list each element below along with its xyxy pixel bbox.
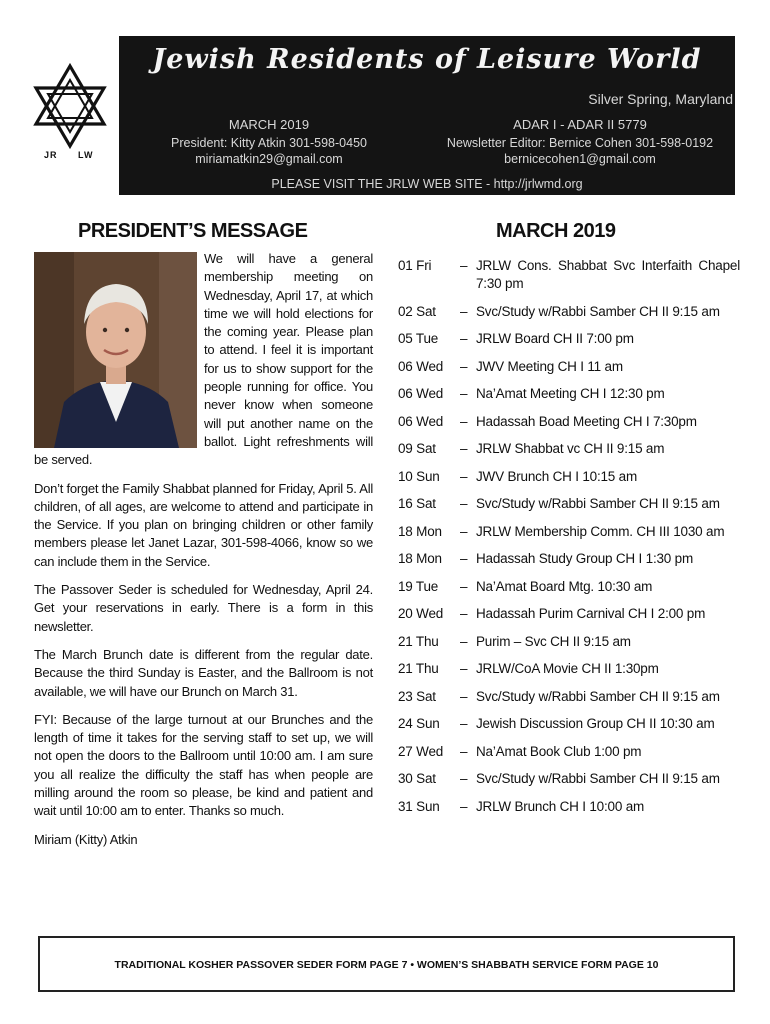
event-date: 02 Sat xyxy=(398,303,436,319)
event-description: JWV Meeting CH I 11 am xyxy=(476,358,623,374)
masthead xyxy=(119,36,735,195)
calendar-event xyxy=(398,330,740,348)
jrlw-logo xyxy=(30,62,110,172)
event-date: 06 Wed xyxy=(398,386,444,401)
calendar-event xyxy=(398,660,740,678)
calendar-event xyxy=(398,550,740,568)
logo-initials-left: JR xyxy=(44,150,58,160)
calendar-event xyxy=(398,798,740,816)
event-date: 09 Sat xyxy=(398,441,436,456)
event-description: Jewish Discussion Group CH II 10:30 am xyxy=(476,716,715,731)
logo-initials-right: LW xyxy=(78,150,94,160)
star-of-david-icon xyxy=(30,62,110,152)
event-description: Hadassah Boad Meeting CH I 7:30pm xyxy=(476,413,697,429)
hebrew-month: ADAR I - ADAR II 5779 xyxy=(513,117,647,132)
calendar-event xyxy=(398,257,740,293)
message-paragraph: The March Brunch date is different from the regular date. Because the third Sunday is Easter, and the Ballroom is not available, we will have our Brunch on March 31. xyxy=(34,646,373,699)
event-dash: – xyxy=(460,798,468,814)
event-description: JRLW Cons. Shabbat Svc Interfaith Chapel 7:30 pm xyxy=(476,258,740,291)
issue-month: MARCH 2019 xyxy=(228,117,310,132)
event-dash: – xyxy=(460,496,468,511)
event-description: Na’Amat Board Mtg. 10:30 am xyxy=(476,578,653,594)
location: Silver Spring, Maryland xyxy=(588,91,733,107)
calendar-list xyxy=(398,257,740,825)
event-dash: – xyxy=(460,771,468,786)
event-dash: – xyxy=(460,606,468,621)
event-dash: – xyxy=(460,303,468,319)
event-date: 18 Mon xyxy=(398,523,442,539)
newsletter-title: Jewish Residents of Leisure World xyxy=(152,44,702,75)
event-date: 19 Tue xyxy=(398,578,439,594)
message-paragraph: We will have a general membership meeting on Wednesday, April 17, at which time we will hold elections for the coming year. Please plan to attend. I feel it is important for us to show support for the people running for office. You never know when someone will put another name on the ballot. Light refreshments will be served. xyxy=(34,251,373,468)
website-line[interactable]: PLEASE VISIT THE JRLW WEB SITE - http://jrlwmd.org xyxy=(271,177,583,191)
president-email[interactable]: miriamatkin29@gmail.com xyxy=(195,152,343,166)
calendar-event xyxy=(398,633,740,651)
event-description: Svc/Study w/Rabbi Samber CH II 9:15 am xyxy=(476,771,720,786)
event-date: 27 Wed xyxy=(398,743,444,759)
event-dash: – xyxy=(460,358,468,374)
calendar-event xyxy=(398,688,740,706)
event-date: 05 Tue xyxy=(398,331,439,346)
event-date: 31 Sun xyxy=(398,798,440,814)
event-description: Na’Amat Meeting CH I 12:30 pm xyxy=(476,386,665,401)
photo-spacer xyxy=(34,250,204,448)
event-dash: – xyxy=(460,743,468,759)
event-date: 10 Sun xyxy=(398,468,440,484)
event-description: Purim – Svc CH II 9:15 am xyxy=(476,633,631,649)
calendar-event xyxy=(398,385,740,403)
event-description: Na’Amat Book Club 1:00 pm xyxy=(476,743,642,759)
event-dash: – xyxy=(460,413,468,429)
president-contact: President: Kitty Atkin 301-598-0450 xyxy=(171,136,367,150)
event-description: Svc/Study w/Rabbi Samber CH II 9:15 am xyxy=(476,496,720,511)
calendar-heading: MARCH 2019 xyxy=(496,220,616,242)
event-description: JRLW Board CH II 7:00 pm xyxy=(476,331,634,346)
message-paragraph: The Passover Seder is scheduled for Wednesday, April 24. Get your reservations in early. There is a form in this newsletter. xyxy=(34,582,373,634)
president-message-body xyxy=(34,250,373,859)
event-date: 23 Sat xyxy=(398,688,436,704)
calendar-event xyxy=(398,468,740,486)
president-message-heading: PRESIDENT’S MESSAGE xyxy=(78,220,308,242)
event-description: JRLW Shabbat vc CH II 9:15 am xyxy=(476,441,665,456)
event-date: 21 Thu xyxy=(398,661,439,676)
calendar-event xyxy=(398,495,740,513)
event-dash: – xyxy=(460,386,468,401)
event-dash: – xyxy=(460,578,468,594)
event-description: JRLW Membership Comm. CH III 1030 am xyxy=(476,523,725,539)
message-paragraph: FYI: Because of the large turnout at our Brunches and the length of time it takes for the serving staff to set up, we will not open the doors to the Ballroom until 10:00 am. I am sure you all realize the difficulty the staff has when people are milling around the room so please, be kind and patient and wait until 10:00 am to enter. Thanks so much. xyxy=(34,711,373,819)
event-dash: – xyxy=(460,258,468,273)
event-date: 20 Wed xyxy=(398,606,444,621)
event-description: Svc/Study w/Rabbi Samber CH II 9:15 am xyxy=(476,303,720,319)
calendar-event xyxy=(398,303,740,321)
event-date: 06 Wed xyxy=(398,358,444,374)
event-description: JRLW/CoA Movie CH II 1:30pm xyxy=(476,661,659,676)
event-dash: – xyxy=(460,468,468,484)
message-paragraph: Don’t forget the Family Shabbat planned for Friday, April 5. All children, of all ages, are welcome to attend and participate in the Service. If you plan on bringing children or other family members please let Janet Lazar, 301-598-4066, know so we can include them in the Service. xyxy=(34,480,373,569)
event-date: 24 Sun xyxy=(398,716,440,731)
event-dash: – xyxy=(460,551,468,566)
editor-email[interactable]: bernicecohen1@gmail.com xyxy=(504,152,656,166)
calendar-event xyxy=(398,523,740,541)
message-signature: Miriam (Kitty) Atkin xyxy=(34,831,138,847)
event-description: JWV Brunch CH I 10:15 am xyxy=(476,468,638,484)
event-dash: – xyxy=(460,633,468,649)
editor-contact: Newsletter Editor: Bernice Cohen 301-598-0192 xyxy=(446,136,714,150)
calendar-event xyxy=(398,578,740,596)
event-dash: – xyxy=(460,688,468,704)
calendar-event xyxy=(398,770,740,788)
event-description: Svc/Study w/Rabbi Samber CH II 9:15 am xyxy=(476,688,720,704)
forms-notice-box xyxy=(38,936,735,992)
event-date: 30 Sat xyxy=(398,771,436,786)
event-date: 21 Thu xyxy=(398,633,439,649)
event-date: 06 Wed xyxy=(398,413,444,429)
event-description: JRLW Brunch CH I 10:00 am xyxy=(476,798,645,814)
event-date: 18 Mon xyxy=(398,551,442,566)
event-description: Hadassah Purim Carnival CH I 2:00 pm xyxy=(476,606,706,621)
event-dash: – xyxy=(460,441,468,456)
event-dash: – xyxy=(460,331,468,346)
calendar-event xyxy=(398,358,740,376)
calendar-event xyxy=(398,605,740,623)
event-date: 16 Sat xyxy=(398,496,436,511)
calendar-event xyxy=(398,413,740,431)
event-description: Hadassah Study Group CH I 1:30 pm xyxy=(476,551,694,566)
calendar-event xyxy=(398,440,740,458)
event-dash: – xyxy=(460,716,468,731)
calendar-event xyxy=(398,715,740,733)
forms-notice: TRADITIONAL KOSHER PASSOVER SEDER FORM PAGE 7 • WOMEN’S SHABBATH SERVICE FORM PAGE 10 xyxy=(114,959,659,971)
event-dash: – xyxy=(460,523,468,539)
event-date: 01 Fri xyxy=(398,258,432,273)
event-dash: – xyxy=(460,661,468,676)
calendar-event xyxy=(398,743,740,761)
